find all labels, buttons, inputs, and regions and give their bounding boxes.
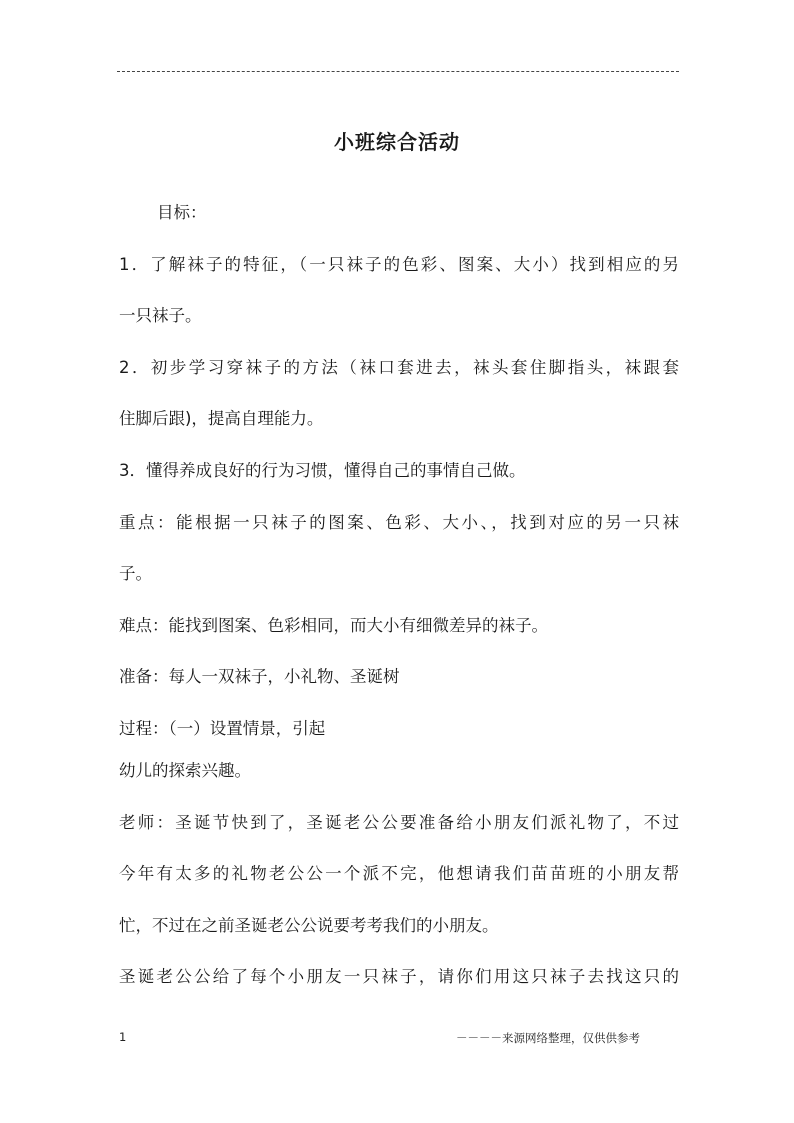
body-line: 幼儿的探索兴趣。 [119, 760, 251, 780]
body-line: 住脚后跟)，提高自理能力。 [119, 409, 324, 429]
document-title: 小班综合活动 [334, 130, 460, 154]
body-line: 准备：每人一双袜子，小礼物、圣诞树 [119, 667, 400, 687]
body-line: 今年有太多的礼物老公公一个派不完，他想请我们苗苗班的小朋友帮 [119, 864, 679, 884]
header-dashed-rule [117, 71, 679, 72]
page-number: 1 [119, 1030, 127, 1044]
body-line: 2．初步学习穿袜子的方法（袜口套进去，袜头套住脚指头，袜跟套 [119, 357, 679, 377]
body-line: 重点：能根据一只袜子的图案、色彩、大小、，找到对应的另一只袜 [119, 512, 679, 532]
body-line: 一只袜子。 [119, 306, 202, 326]
body-line: 过程：（一）设置情景，引起 [119, 718, 326, 738]
body-line: 忙，不过在之前圣诞老公公说要考考我们的小朋友。 [119, 915, 499, 935]
footer-note: －－－－来源网络整理，仅供供参考 [456, 1031, 640, 1045]
body-line: 1．了解袜子的特征，（一只袜子的色彩、图案、大小）找到相应的另 [119, 254, 679, 274]
body-line: 难点：能找到图案、色彩相同，而大小有细微差异的袜子。 [119, 615, 548, 635]
body-line: 子。 [119, 564, 152, 584]
document-body [119, 200, 679, 1016]
body-line: 3．懂得养成良好的行为习惯，懂得自己的事情自己做。 [119, 460, 526, 480]
body-line: 老师：圣诞节快到了，圣诞老公公要准备给小朋友们派礼物了，不过 [119, 812, 679, 832]
body-line: 目标： [157, 203, 207, 222]
page-footer [0, 1030, 794, 1050]
body-line: 圣诞老公公给了每个小朋友一只袜子，请你们用这只袜子去找这只的 [119, 967, 679, 987]
